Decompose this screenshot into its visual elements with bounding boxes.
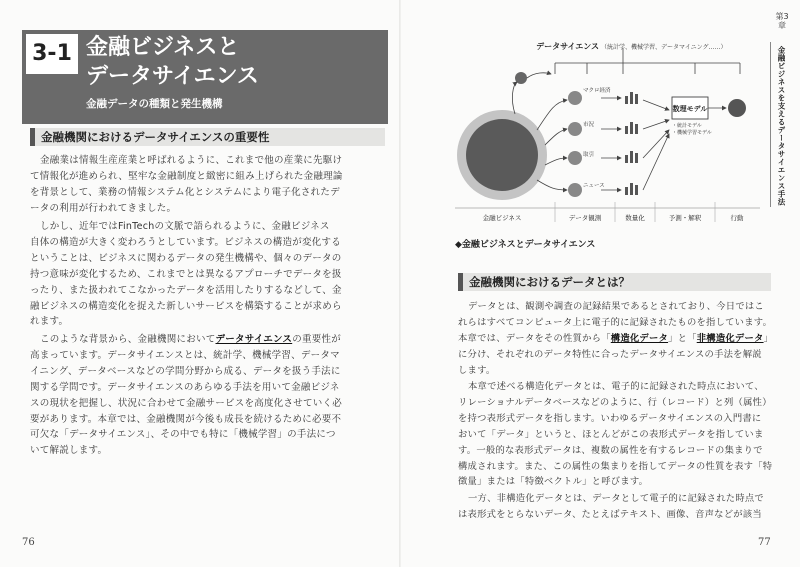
side-tab-text: 金融ビジネスを支えるデータサイエンス手法 [777, 46, 786, 206]
paragraph-6 [458, 491, 764, 523]
text-line: を背景として、業務の情報システム化とシステムにより電子化されたデ [30, 186, 340, 198]
fig-bottom-label: 金融ビジネス [482, 214, 522, 222]
fig-top-label: データサイエンス [536, 42, 599, 51]
text-run: の重要性が [292, 334, 341, 345]
text-run: このような背景から、金融機関において [40, 334, 216, 345]
text-line: 関する学問です。データサイエンスのあらゆる手法を用いて金融ビジネ [30, 381, 340, 393]
fig-arrow [643, 100, 669, 110]
text-run: 」 [763, 332, 774, 344]
chapter-title-line2: データサイエンス [86, 64, 259, 89]
highlight-data-science: データサイエンス [215, 334, 293, 345]
text-run: 」と「 [668, 332, 697, 344]
fig-bar-icon [625, 151, 638, 163]
fig-bar [625, 126, 628, 134]
fig-data-node [568, 151, 582, 165]
fig-bar-icon [625, 183, 638, 195]
fig-top-label-note: （統計学、機械学習、データマイニング……） [601, 44, 727, 51]
fig-arrow [537, 100, 567, 130]
paragraph-4 [458, 299, 773, 379]
fig-arrow [643, 120, 669, 129]
fig-bar [635, 124, 638, 134]
fig-arrow [527, 73, 551, 78]
paragraph-1 [30, 153, 343, 217]
chapter-subtitle: 金融データの種類と発生機構 [86, 98, 223, 110]
text-line: 融ビジネスの構造変化を捉えた新しいサービスを構築することが求めら [30, 300, 342, 312]
text-line: す。一般的な表形式データは、複数の属性を有するレコードの集まりで [458, 444, 763, 456]
figure-caption: ◆金融ビジネスとデータサイエンス [455, 240, 596, 250]
text-line: します。 [458, 364, 496, 376]
chapter-title-line1: 金融ビジネスと [86, 35, 240, 60]
text-line: リレーショナルデータベースなどのように、行（レコード）と列（属性） [458, 396, 772, 408]
fig-business-circle [466, 119, 538, 191]
fig-arrow [545, 158, 567, 165]
chapter-number: 3-1 [26, 34, 78, 74]
fig-data-item: ニュース [583, 183, 605, 189]
fig-bar [635, 94, 638, 104]
fig-data-node [568, 122, 582, 136]
page-number-left: 76 [22, 537, 35, 548]
highlight-structured-data: 構造化データ [610, 332, 669, 344]
text-line: を持つ表形式データを指します。いわゆるデータサイエンスの入門書に [458, 412, 762, 424]
fig-arrow [537, 180, 567, 190]
fig-data-item: マクロ経済 [583, 88, 611, 94]
paragraph-3 [30, 332, 342, 459]
fig-bar [630, 183, 633, 195]
text-line: スの現状を把握し、状況に合わせて金融サービスを高度化させていく必 [30, 397, 343, 409]
fig-data-node [568, 91, 582, 105]
text-line: 持つ意味が変化するため、これまでとは異なるアプローチでデータを扱 [30, 268, 342, 280]
text-line: 高まっています。データサイエンスとは、統計学、機械学習、データマ [30, 349, 340, 361]
section-heading-importance: 金融機関におけるデータサイエンスの重要性 [30, 128, 385, 146]
text-line: は表形式をとらないデータ、たとえばテキスト、画像、音声などが該当 [458, 508, 762, 520]
figure-finance-data-science [455, 30, 760, 235]
text-line: おいて「データ」というと、ほとんどがこの表形式データを指していま [458, 428, 764, 440]
fig-bar [625, 155, 628, 163]
fig-data-item: 市況 [583, 122, 595, 128]
fig-model-title: 数理モデル [672, 105, 708, 113]
fig-data-node [568, 183, 582, 197]
text-line: 本章で述べる構造化データとは、電子的に記録された時点において、 [468, 381, 764, 392]
text-line: ということは、ビジネスに関わるデータの発生機構や、個々のデータの [30, 252, 342, 264]
text-line: 自体の構造が大きく変わろうとしています。ビジネスの構造が変化する [30, 236, 341, 248]
text-line: 要があります。本章では、金融機関が今後も成長を続けるために必要不 [30, 413, 342, 425]
highlight-unstructured-data: 非構造化データ [696, 332, 764, 344]
text-line: いて解説します。 [30, 445, 108, 457]
page-number-right: 77 [758, 537, 771, 548]
text-line: イニング、データベースなどの学問分野から成る、データを扱う手法に [30, 365, 341, 377]
fig-bar [635, 185, 638, 195]
text-line: ったり、また扱われてこなかったデータを活用したりするなどして、金 [30, 284, 342, 296]
text-line: れます。 [30, 316, 69, 328]
paragraph-5 [458, 379, 772, 490]
fig-bar [630, 92, 633, 104]
fig-action-node [728, 99, 746, 117]
text-run: 本章では、データをその性質から「 [458, 332, 611, 344]
fig-bar-icon [625, 122, 638, 134]
fig-bar [625, 96, 628, 104]
fig-bottom-label: 行動 [730, 214, 744, 222]
fig-arrow [512, 82, 517, 114]
fig-bar [635, 153, 638, 163]
fig-model-item: ・統計モデル [672, 123, 702, 129]
fig-data-item: 取引 [583, 152, 595, 158]
fig-bottom-label: データ観測 [568, 214, 602, 222]
text-line: て情報化が進められ、堅牢な金融制度と緻密に組み上げられた金融理論 [30, 170, 343, 182]
text-line: れらはすべてコンピュータ上に電子的に記録されたものを指しています。 [458, 316, 773, 328]
section-heading-data: 金融機関におけるデータとは？ [458, 273, 771, 291]
fig-bottom-label: 予測・解釈 [668, 214, 702, 222]
fig-bar-icon [625, 92, 638, 104]
chapter-title [86, 33, 259, 91]
paragraph-2 [30, 219, 342, 330]
fig-arrow [643, 130, 669, 158]
text-line: 構成されます。また、この属性の集まりを指してデータの性質を表す「特 [458, 460, 773, 472]
fig-bar [625, 187, 628, 195]
fig-bar [630, 151, 633, 163]
text-line: しかし、近年ではFinTechの文脈で語られるように、金融ビジネス [40, 221, 330, 232]
text-line: に分け、それぞれのデータ特性に合ったデータサイエンスの手法を解説 [458, 348, 762, 360]
fig-model-item: ・機械学習モデル [672, 130, 712, 136]
text-line: 一方、非構造化データとは、データとして電子的に記録された時点で [468, 493, 764, 504]
fig-bottom-label: 数量化 [625, 214, 645, 222]
text-line [458, 331, 773, 347]
text-line: 金融業は情報生産産業と呼ばれるように、これまで他の産業に先駆け [40, 155, 343, 166]
text-line: 可欠な「データサイエンス」、その中でも特に「機械学習」の手法につ [30, 429, 336, 441]
fig-arrow [545, 129, 567, 145]
fig-bar [630, 122, 633, 134]
text-line: ータの利用が行われてきました。 [30, 202, 177, 214]
text-line: 徴量」または「特徴ベクトル」と呼びます。 [458, 476, 649, 488]
text-line: データとは、観測や調査の記録結果であるとされており、今日ではこ [468, 301, 764, 312]
text-line [30, 332, 342, 348]
side-tab-chapter: 第3章 [775, 12, 789, 30]
fig-arrow [643, 134, 669, 190]
